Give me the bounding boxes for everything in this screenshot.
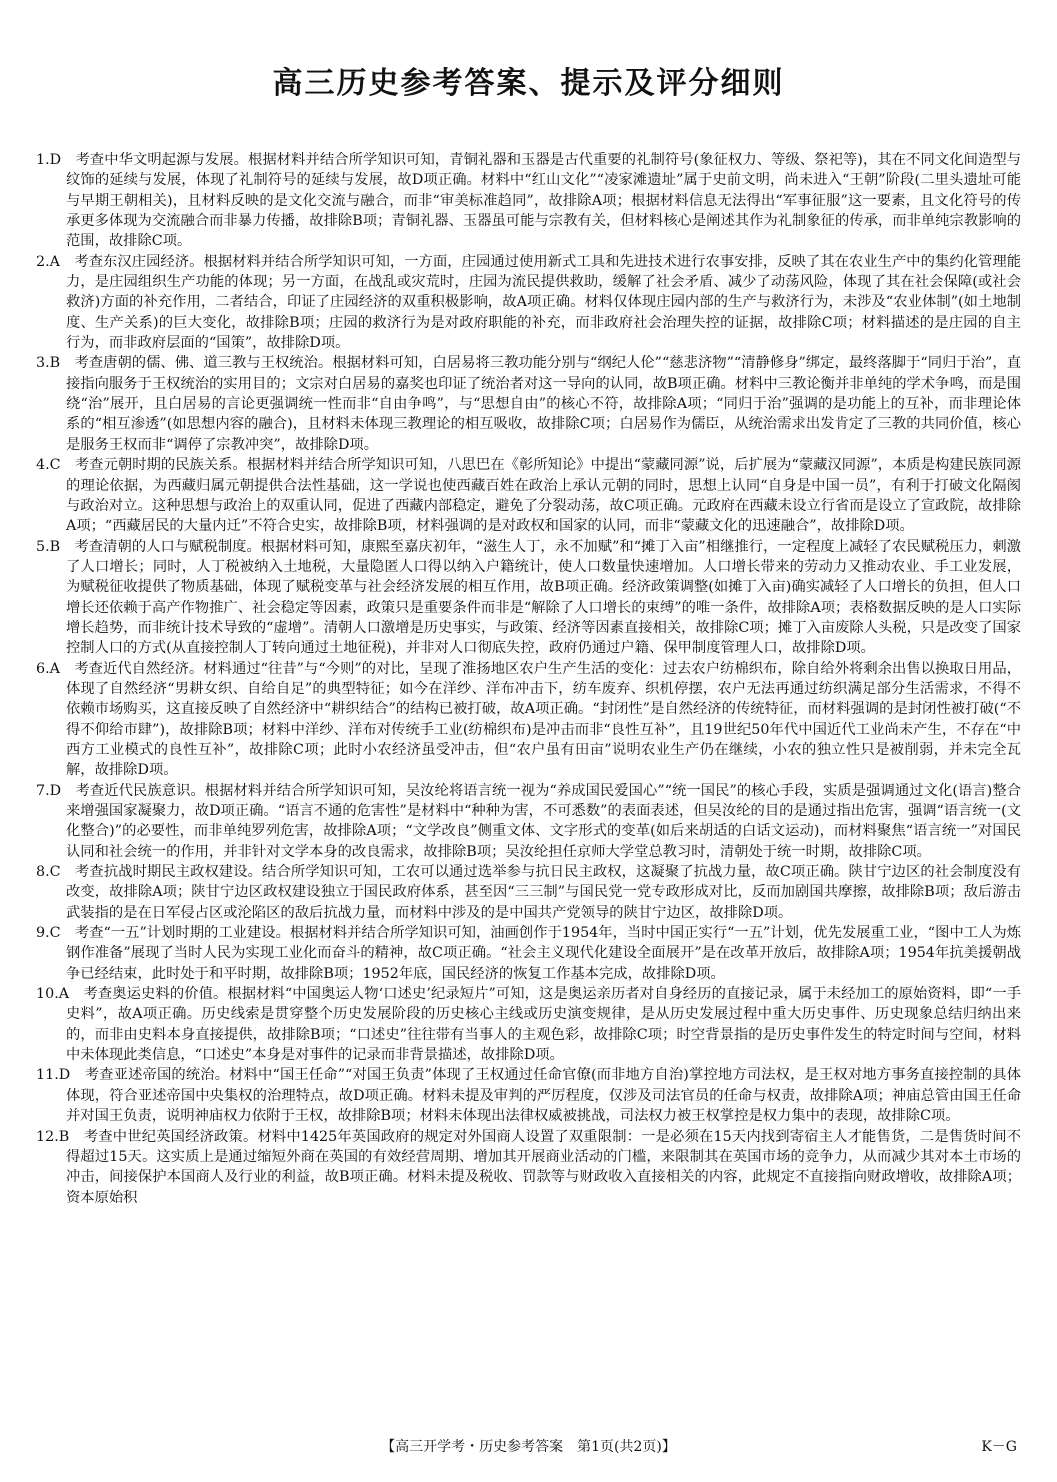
- answer-list: [36, 150, 1021, 1208]
- answer-item-1: 1.D 考查中华文明起源与发展。根据材料并结合所学知识可知，青铜礼器和玉器是古代重要的礼制符号(象征权力、等级、祭祀等)，其在不同文化间造型与纹饰的延续与发展，体现了礼制符号的延续与发展，故D项正确。材料中“红山文化”“凌家滩遗址”属于史前文明，尚未进入“王朝”阶段(二里头遗址可能与早期王朝相关)，且材料反映的是文化交流与融合，而非“审美标准趋同”，故排除A项；根据材料信息无法得出“军事征服”这一要素，且文化符号的传承更多体现为交流融合而非暴力传播，故排除B项；青铜礼器、玉器虽可能与宗教有关，但材料核心是阐述其作为礼制象征的传承，而非单纯宗教影响的范围，故排除C项。: [36, 152, 1021, 250]
- footer-page-info: 【高三开学考・历史参考答案 第1页(共2页)】: [381, 1439, 676, 1455]
- answer-item-11: 11.D 考查亚述帝国的统治。材料中“国王任命”“对国王负责”体现了王权通过任命官僚(而非地方自治)掌控地方司法权，是王权对地方事务直接控制的具体体现，符合亚述帝国中央集权的治理特点，故D项正确。材料未提及审判的严厉程度，仅涉及司法官员的任命与权责，故排除A项；神庙总管由国王任命并对国王负责，说明神庙权力依附于王权，故排除B项；材料未体现出法律权威被挑战，司法权力被王权掌控是权力集中的表现，故排除C项。: [36, 1067, 1021, 1125]
- answer-item-5: 5.B 考查清朝的人口与赋税制度。根据材料可知，康熙至嘉庆初年，“滋生人丁，永不加赋”和“摊丁入亩”相继推行，一定程度上减轻了农民赋税压力，刺激了人口增长；同时，人丁税被纳入土地税，大量隐匿人口得以纳入户籍统计，使人口数量快速增加。人口增长带来的劳动力又推动农业、手工业发展，为赋税征收提供了物质基础，体现了赋税变革与社会经济发展的相互作用，故B项正确。经济政策调整(如摊丁入亩)确实减轻了人口增长的负担，但人口增长还依赖于高产作物推广、社会稳定等因素，政策只是重要条件而非是“解除了人口增长的束缚”的唯一条件，故排除A项；表格数据反映的是人口实际增长趋势，而非统计技术导致的“虚增”。清朝人口激增是历史事实，与政策、经济等因素直接相关，故排除C项；摊丁入亩废除人头税，只是改变了国家控制人口的方式(从直接控制人丁转向通过土地征税)，并非对人口彻底失控，政府仍通过户籍、保甲制度管理人口，故排除D项。: [36, 538, 1021, 657]
- answer-item-8: 8.C 考查抗战时期民主政权建设。结合所学知识可知，工农可以通过选举参与抗日民主政权，这凝聚了抗战力量，故C项正确。陕甘宁边区的社会制度没有改变，故排除A项；陕甘宁边区政权建设独立于国民政府体系，甚至因“三三制”与国民党一党专政形成对比，反而加剧国共摩擦，故排除B项；敌后游击武装指的是在日军侵占区或沦陷区的敌后抗战力量，而材料中涉及的是中国共产党领导的陕甘宁边区，故排除D项。: [36, 864, 1021, 921]
- page-title: 高三历史参考答案、提示及评分细则: [272, 66, 785, 101]
- answer-item-6: 6.A 考查近代自然经济。材料通过“往昔”与“今则”的对比，呈现了淮扬地区农户生产生活的变化：过去农户纺棉织布，除自给外将剩余出售以换取日用品，体现了自然经济“男耕女织、自给自足”的典型特征；如今在洋纱、洋布冲击下，纺车废弃、织机停摆，农户无法再通过纺织满足部分生活需求，不得不依赖市场购买，这直接反映了自然经济中“耕织结合”的结构已被打破，故A项正确。“封闭性”是自然经济的传统特征，而材料强调的是封闭性被打破(“不得不仰给市肆”)，故排除B项；材料中洋纱、洋布对传统手工业(纺棉织布)是冲击而非“良性互补”，且19世纪50年代中国近代工业尚未产生，不存在“中西方工业模式的良性互补”，故排除C项；此时小农经济虽受冲击，但“农户虽有田亩”说明农业生产仍在继续，小农的独立性只是被削弱，并未完全瓦解，故排除D项。: [36, 660, 1021, 779]
- answer-item-4: 4.C 考查元朝时期的民族关系。根据材料并结合所学知识可知，八思巴在《彰所知论》中提出“蒙藏同源”说，后扩展为“蒙藏汉同源”，本质是构建民族同源的理论依据，为西藏归属元朝提供合法性基础，这一学说也使西藏百姓在政治上承认元朝的同时，思想上认同“自身是中国一员”，有利于打破文化隔阂与政治对立。这种思想与政治上的双重认同，促进了西藏内部稳定，避免了分裂动荡，故C项正确。元政府在西藏未设立行省而是设立了宣政院，故排除A项；“西藏居民的大量内迁”不符合史实，故排除B项，材料强调的是对政权和国家的认同，而非“蒙藏文化的迅速融合”，故排除D项。: [36, 457, 1021, 535]
- answer-item-2: 2.A 考查东汉庄园经济。根据材料并结合所学知识可知，一方面，庄园通过使用新式工具和先进技术进行农事安排，反映了其在农业生产中的集约化管理能力，是庄园组织生产功能的体现；另一方面，在战乱或灾荒时，庄园为流民提供救助，缓解了社会矛盾、减少了动荡风险，体现了其在社会保障(或社会救济)方面的补充作用，二者结合，印证了庄园经济的双重积极影响，故A项正确。材料仅体现庄园内部的生产与救济行为，未涉及“农业体制”(如土地制度、生产关系)的巨大变化，故排除B项；庄园的救济行为是对政府职能的补充，而非政府社会治理失控的证据，故排除C项；材料描述的是庄园的自主行为，而非政府层面的“国策”，故排除D项。: [36, 253, 1021, 352]
- answer-item-7: 7.D 考查近代民族意识。根据材料并结合所学知识可知，吴汝纶将语言统一视为“养成国民爱国心”“统一国民”的核心手段，实质是强调通过文化(语言)整合来增强国家凝聚力，故D项正确。“语言不通的危害性”是材料中“种种为害，不可悉数”的表面表述，但吴汝纶的目的是通过指出危害，强调“语言统一(文化整合)”的必要性，而非单纯罗列危害，故排除A项；“文学改良”侧重文体、文字形式的变革(如后来胡适的白话文运动)，而材料聚焦“语言统一”对国民认同和社会统一的作用，并非针对文学本身的改良需求，故排除B项；吴汝纶担任京师大学堂总教习时，清朝处于统一时期，故排除C项。: [36, 782, 1021, 860]
- answer-item-9: 9.C 考查“一五”计划时期的工业建设。根据材料并结合所学知识可知，油画创作于1954年，当时中国正实行“一五”计划，优先发展重工业，“图中工人为炼钢作准备”展现了当时人民为实现工业化而奋斗的精神，故C项正确。“社会主义现代化建设全面展开”是在改革开放后，故排除A项；1954年抗美援朝战争已经结束，此时处于和平时期，故排除B项；1952年底，国民经济的恢复工作基本完成，故排除D项。: [36, 925, 1021, 982]
- answer-item-10: 10.A 考查奥运史料的价值。根据材料“中国奥运人物‘口述史’纪录短片”可知，这是奥运亲历者对自身经历的直接记录，属于未经加工的原始资料，即“一手史料”，故A项正确。历史线索是贯穿整个历史发展阶段的历史核心主线或历史演变规律，是从历史发展过程中重大历史事件、历史现象总结归纳出来的，而非由史料本身直接提供，故排除B项；“口述史”往往带有当事人的主观色彩，故排除C项；时空背景指的是历史事件发生的特定时间与空间，材料中未体现此类信息，“口述史”本身是对事件的记录而非背景描述，故排除D项。: [36, 986, 1021, 1064]
- answer-item-3: 3.B 考查唐朝的儒、佛、道三教与王权统治。根据材料可知，白居易将三教功能分别与“纲纪人伦”“慈悲济物”“清静修身”绑定，最终落脚于“同归于治”，直接指向服务于王权统治的实用目的；文宗对白居易的嘉奖也印证了统治者对这一导向的认同，故B项正确。材料中三教论衡并非单纯的学术争鸣，而是围绕“治”展开，且白居易的言论更强调统一性而非“自由争鸣”，与“思想自由”的核心不符，故排除A项；“同归于治”强调的是功能上的互补，而非理论体系的“相互渗透”(如思想内容的融合)，且材料未体现三教理论的相互吸收，故排除C项；白居易作为儒臣，从统治需求出发肯定了三教的共同价值，核心是服务王权而非“调停了宗教冲突”，故排除D项。: [36, 355, 1021, 453]
- footer-code: K－G: [981, 1439, 1017, 1455]
- answer-item-12: 12.B 考查中世纪英国经济政策。材料中1425年英国政府的规定对外国商人设置了双重限制：一是必须在15天内找到寄宿主人才能售货，二是售货时间不得超过15天。这实质上是通过缩短外商在英国的有效经营周期、增加其开展商业活动的门槛，来限制其在英国市场的竞争力，从而减少其对本土市场的冲击，间接保护本国商人及行业的利益，故B项正确。材料未提及税收、罚款等与财政收入直接相关的内容，此规定不直接指向财政增收，故排除A项；资本原始积: [36, 1128, 1021, 1206]
